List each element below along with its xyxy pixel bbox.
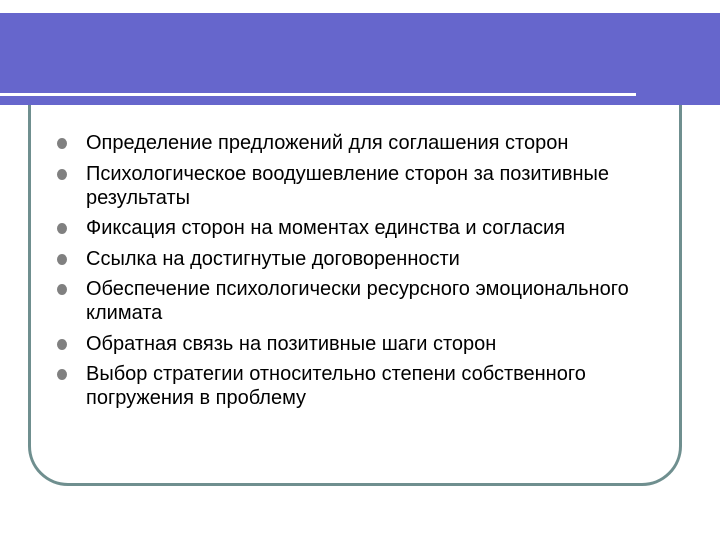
title-divider — [0, 93, 636, 96]
bullet-text: Определение предложений для соглашения сторон — [86, 132, 569, 154]
bullet-item — [52, 216, 672, 240]
bullet-text: Ссылка на достигнутые договоренности — [86, 247, 460, 270]
bullet-dot-icon — [57, 339, 67, 350]
bullet-dot-icon — [57, 169, 67, 180]
bullet-dot-icon — [57, 284, 67, 295]
bullet-dot-icon — [57, 369, 67, 380]
bullet-dot-icon — [57, 223, 67, 234]
bullet-text: Фиксация сторон на моментах единства и согласия — [86, 217, 566, 239]
bullet-item — [52, 332, 672, 356]
bullet-dot-icon — [57, 138, 67, 149]
bullet-item — [52, 362, 672, 410]
bullet-text: Психологическое воодушевление сторон за позитивные результаты — [86, 162, 610, 209]
bullet-item — [52, 277, 672, 325]
title-band — [0, 13, 720, 105]
bullet-item — [52, 162, 672, 210]
bullet-text: Обеспечение психологически ресурсного эмоционального климата — [86, 278, 629, 324]
bullet-list — [52, 131, 672, 417]
bullet-item — [52, 247, 672, 271]
bullet-text: Обратная связь на позитивные шаги сторон — [86, 332, 497, 355]
bullet-text: Выбор стратегии относительно степени собственного погружения в проблему — [86, 363, 586, 409]
bullet-dot-icon — [57, 254, 67, 265]
bullet-item — [52, 131, 672, 155]
